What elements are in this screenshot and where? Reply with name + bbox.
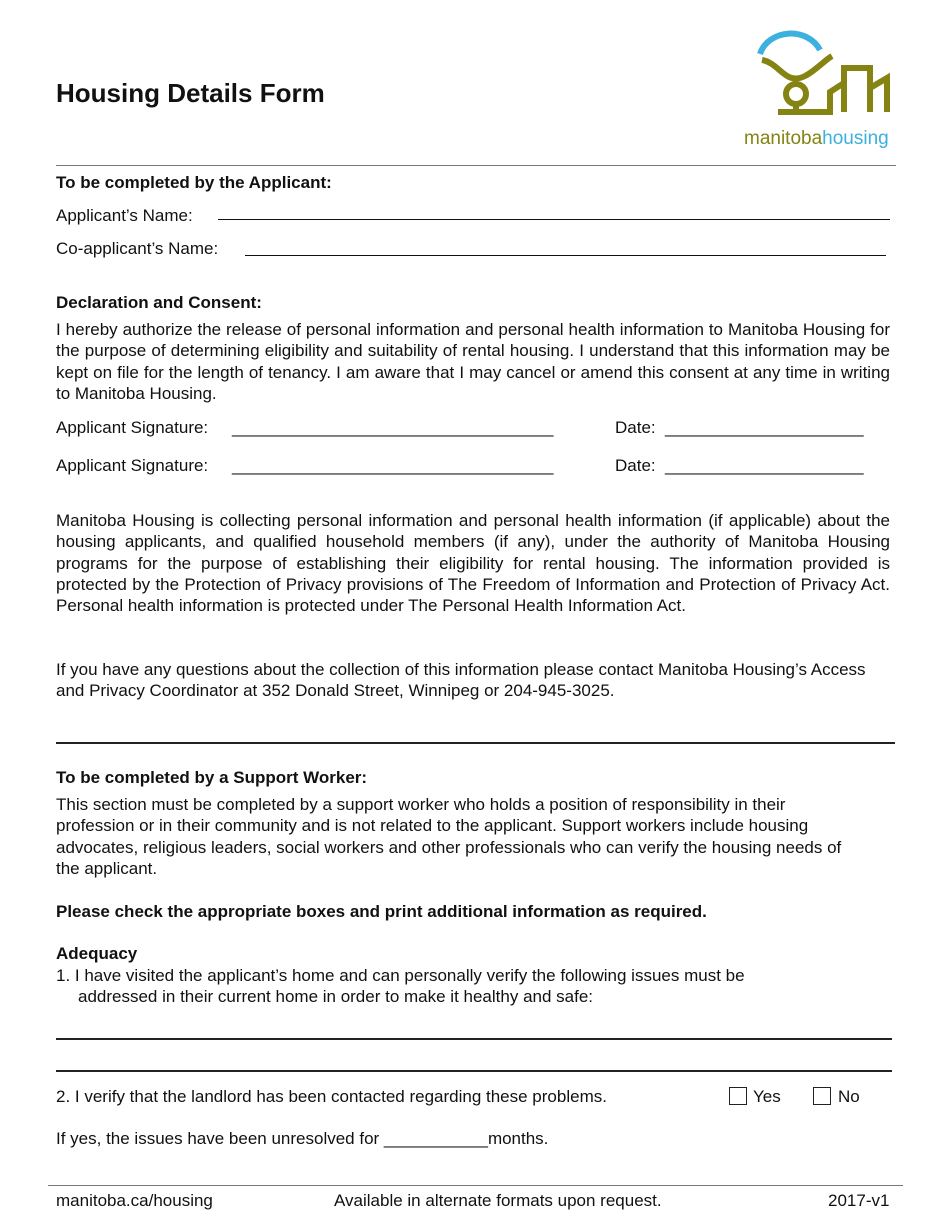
yes-label: Yes — [753, 1087, 781, 1106]
applicant-name-field[interactable] — [218, 219, 890, 220]
applicant-heading: To be completed by the Applicant: — [56, 173, 332, 192]
logo-text-manitoba: manitoba — [744, 128, 823, 149]
months-field[interactable]: ___________ — [383, 1129, 488, 1148]
footer-version: 2017-v1 — [828, 1191, 890, 1210]
adequacy-heading: Adequacy — [56, 944, 138, 963]
signature-label-2: Applicant Signature: — [56, 456, 209, 475]
footer-divider — [48, 1185, 903, 1186]
applicant-name-label: Applicant’s Name: — [56, 206, 193, 225]
footer-note: Available in alternate formats upon request. — [334, 1191, 662, 1210]
issues-line-2[interactable] — [56, 1070, 892, 1072]
divider — [56, 165, 896, 166]
date-label-1: Date: — [615, 418, 656, 437]
privacy-contact: If you have any questions about the collection of this information please contact Manitoba Housing’s Access and Privacy Coordinator at 352 Donald Street, Winnipeg or 204-945-3025. — [56, 660, 866, 701]
page-title: Housing Details Form — [56, 78, 325, 108]
section-divider — [56, 742, 895, 744]
coapplicant-name-label: Co-applicant’s Name: — [56, 239, 219, 258]
signature-field-1[interactable]: __________________________________ — [232, 418, 554, 437]
question-3: If yes, the issues have been unresolved for — [56, 1129, 384, 1148]
question-1: 1. I have visited the applicant’s home and can personally verify the following issues must be — [56, 966, 745, 985]
signature-label-1: Applicant Signature: — [56, 418, 209, 437]
months-label: months. — [487, 1129, 549, 1148]
logo-text-housing: housing — [822, 128, 889, 149]
privacy-paragraph: Manitoba Housing is collecting personal information and personal health information (if applicable) about the housing applicants, and qualified household members (if any), under the authority of Manitoba Housing programs for the purpose of establishing their eligibility for rental housing. The information provided is protected by the Protection of Privacy provisions of The Freedom of Information and Protection of Privacy Act. Personal health information is protected under The Personal Health Information Act. — [56, 511, 890, 616]
question-2: 2. I verify that the landlord has been contacted regarding these problems. — [56, 1087, 607, 1106]
question-1-cont: addressed in their current home in order to make it healthy and safe: — [78, 987, 594, 1006]
instruction-text: Please check the appropriate boxes and print additional information as required. — [56, 902, 707, 921]
no-label: No — [838, 1087, 860, 1106]
date-label-2: Date: — [615, 456, 656, 475]
support-heading: To be completed by a Support Worker: — [56, 768, 368, 787]
support-text: This section must be completed by a support worker who holds a position of responsibility in their profession or in their community and is not related to the applicant. Support workers include housing advocates, religious leaders, social workers and other professionals who can verify the housing needs of the applicant. — [56, 795, 842, 878]
coapplicant-name-field[interactable] — [245, 255, 886, 256]
manitoba-housing-logo — [740, 28, 900, 153]
declaration-heading: Declaration and Consent: — [56, 293, 262, 312]
logo-icon — [740, 28, 900, 123]
issues-line-1[interactable] — [56, 1038, 892, 1040]
declaration-text: I hereby authorize the release of personal information and personal health information to Manitoba Housing for the purpose of determining eligibility and suitability of rental housing. I understand that this information may be kept on file for the length of tenancy. I am aware that I may cancel or amend this consent at any time in writing to Manitoba Housing. — [56, 320, 890, 403]
signature-field-2[interactable]: __________________________________ — [232, 456, 554, 475]
date-field-2[interactable]: _____________________ — [665, 456, 864, 475]
footer-url: manitoba.ca/housing — [56, 1191, 213, 1210]
date-field-1[interactable]: _____________________ — [665, 418, 864, 437]
yes-checkbox[interactable] — [729, 1087, 747, 1105]
no-checkbox[interactable] — [813, 1087, 831, 1105]
